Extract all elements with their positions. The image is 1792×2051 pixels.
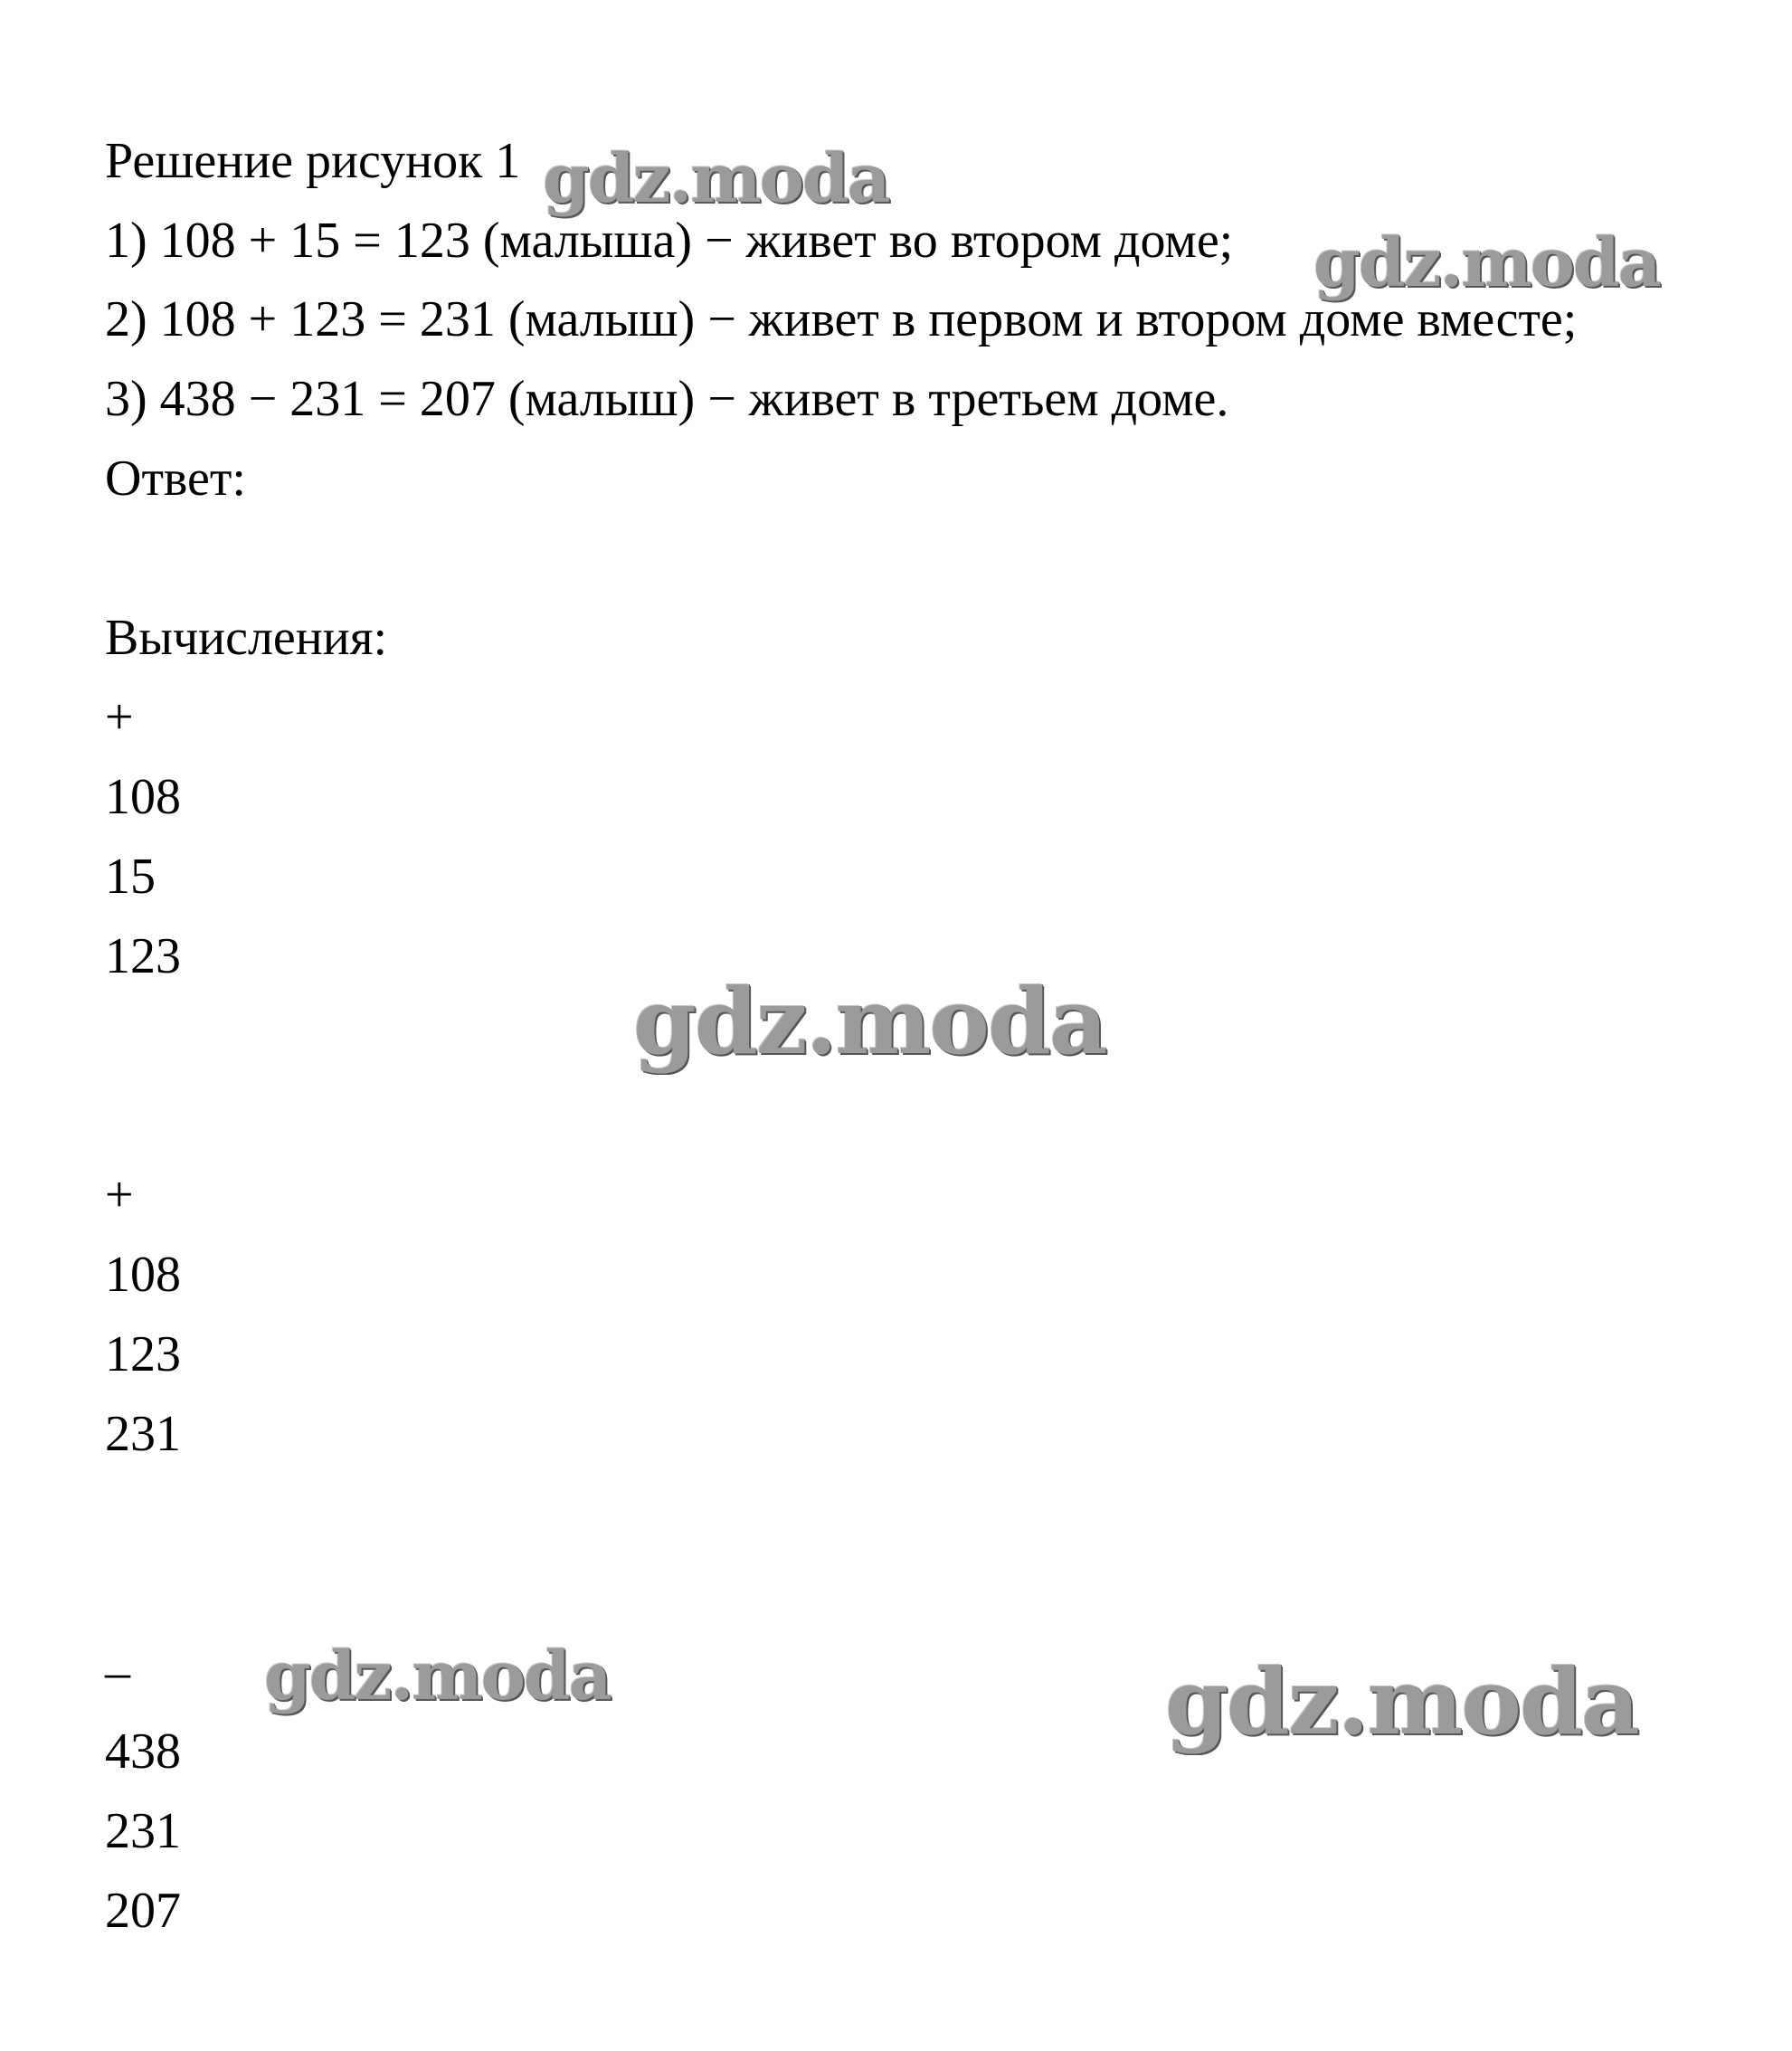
calculations-label: Вычисления: <box>105 610 388 666</box>
watermark-logo: gdz.moda <box>1165 1648 1638 1755</box>
calc-1-operand-1: 108 <box>105 769 181 825</box>
calc-3-operand-1: 438 <box>105 1723 181 1780</box>
calc-1-operand-2: 15 <box>105 849 156 905</box>
solution-step-1: 1) 108 + 15 = 123 (малыша) − живет во втором доме; <box>105 213 1234 269</box>
answer-label: Ответ: <box>105 451 246 507</box>
watermark-logo: gdz.moda <box>633 968 1106 1075</box>
solution-step-2: 2) 108 + 123 = 231 (малыш) − живет в первом и втором доме вместе; <box>105 291 1578 347</box>
calc-3-result: 207 <box>105 1883 181 1939</box>
calc-2-operand-2: 123 <box>105 1326 181 1382</box>
calc-2-sign: + <box>105 1167 134 1223</box>
calc-2-result: 231 <box>105 1406 181 1462</box>
solution-title: Решение рисунок 1 <box>105 133 521 189</box>
calc-3-operand-2: 231 <box>105 1803 181 1859</box>
watermark-logo: gdz.moda <box>1313 224 1660 302</box>
calc-3-sign: – <box>105 1644 130 1700</box>
calc-2-operand-1: 108 <box>105 1247 181 1303</box>
calc-1-sign: + <box>105 689 134 745</box>
calc-1-result: 123 <box>105 928 181 984</box>
watermark-logo: gdz.moda <box>264 1638 611 1715</box>
watermark-logo: gdz.moda <box>543 140 889 218</box>
solution-step-3: 3) 438 − 231 = 207 (малыш) − живет в третьем доме. <box>105 371 1229 427</box>
